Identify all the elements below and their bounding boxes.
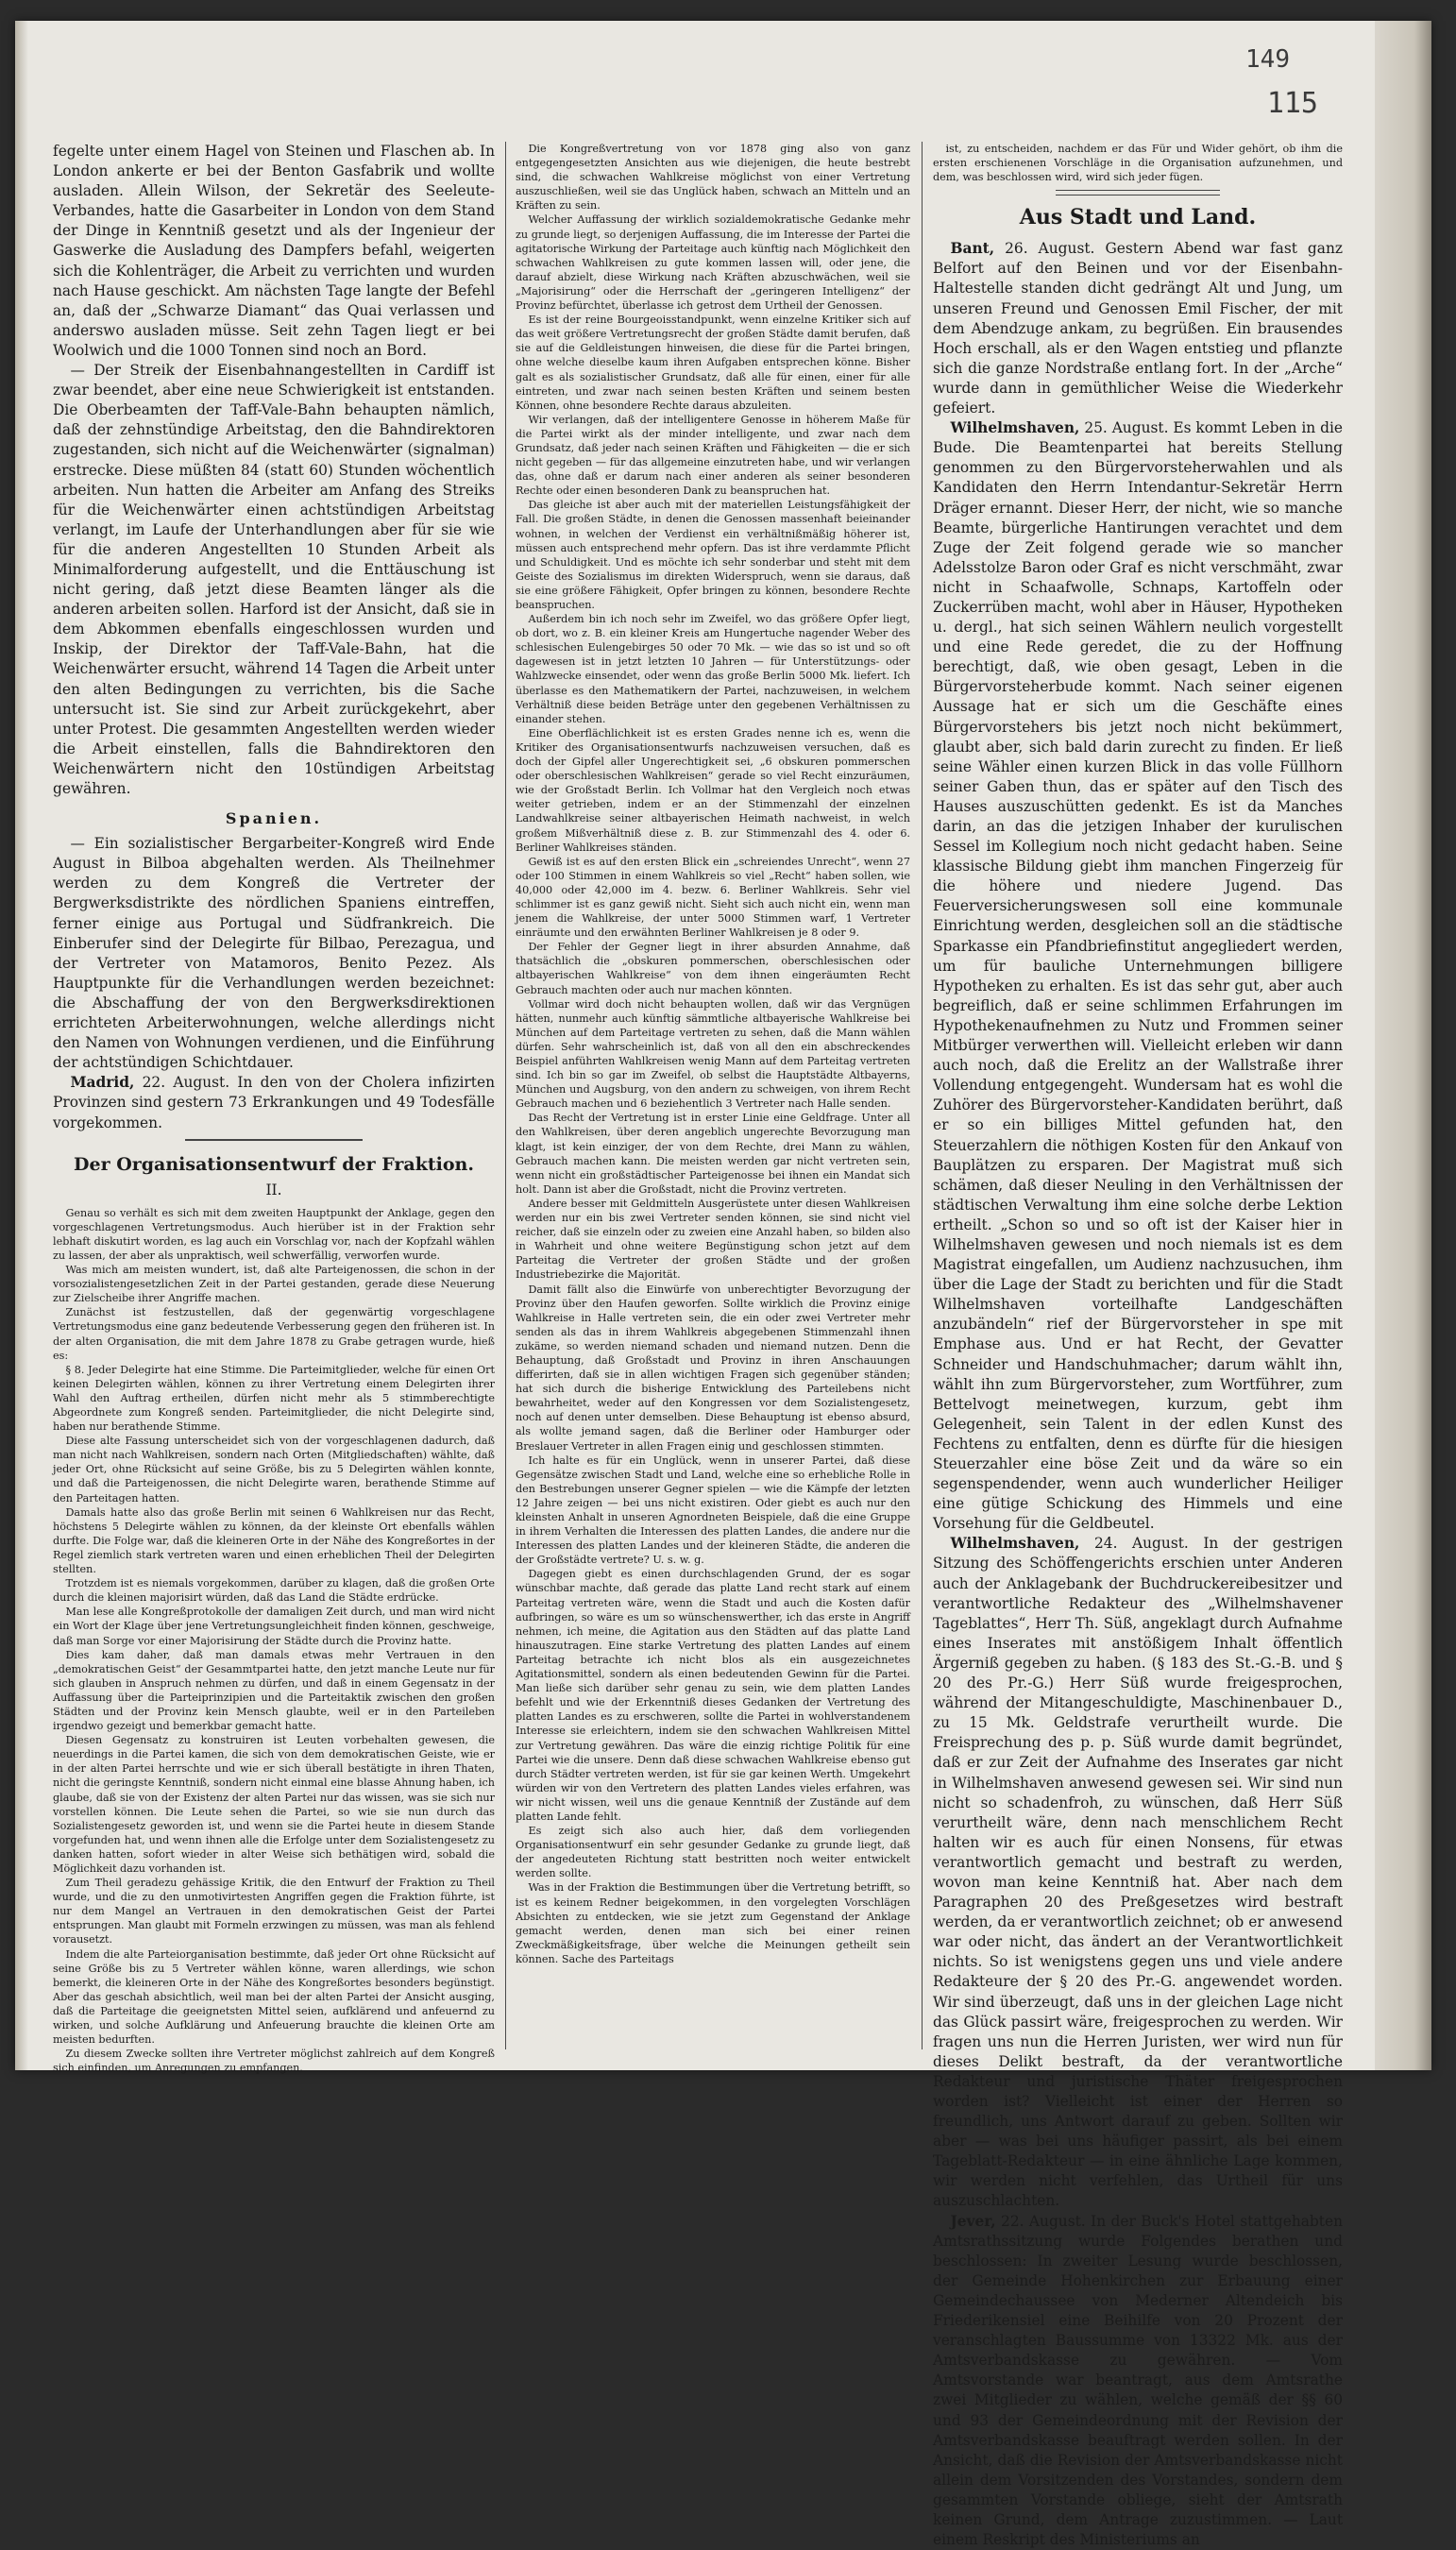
paragraph: Wir verlangen, daß der intelligentere Genosse in höherem Maße für die Partei wirkt als der minder intelligente, und zwar nach dem Grundsatz, daß jeder nach seinen Kräften und Fähigkeiten — die er sich nicht gegeben — für das allgemeine einzutreten habe, und wir verlangen das, ohne daß er darum nach einer anderen als seiner besonderen Rechte oder einen besonderen Dank zu beanspruchen hat. bbox=[516, 413, 910, 498]
section-heading-spanien: Spanien. bbox=[225, 809, 323, 828]
paragraph: Die Kongreßvertretung von vor 1878 ging also von ganz entgegengesetzten Ansichten aus wie diejenigen, die heute bestrebt sind, die schwachen Wahlkreise möglichst von einer Vertretung auszuschließen, weil sie das Unglück haben, schwach an Mitteln und an Kräften zu sein. bbox=[516, 143, 910, 212]
article-headline: Der Organisationsentwurf der Fraktion. bbox=[74, 1153, 474, 1175]
paragraph: Was mich am meisten wundert, ist, daß alte Parteigenossen, die schon in der vorsozialistengesetzlichen Zeit in der Partei gestanden, gerade diese Neuerung zur Zielscheibe ihrer Angriffe machen. bbox=[53, 1264, 495, 1305]
article-body bbox=[53, 1206, 495, 2076]
paragraph: Zunächst ist festzustellen, daß der gegenwärtig vorgeschlagene Vertretungsmodus eine ganz bedeutende Verbesserung gegen den früheren ist. In der alten Organisation, die mit dem Jahre 1878 zu Grabe getragen wurde, hieß es: bbox=[53, 1306, 495, 1362]
paragraph: § 8. Jeder Delegirte hat eine Stimme. Die Parteimitglieder, welche für einen Ort keinen Delegirten wählen, können zu ihrer Vertretung einem Delegirten ihrer Wahl den Auftrag ertheilen, dürfen nicht mehr als 5 stimmberechtigte Abgeordnete zum Kongreß senden. Parteimitglieder, die nicht Delegirte sind, haben nur berathende Stimme. bbox=[53, 1363, 495, 1434]
paragraph: Diese alte Fassung unterscheidet sich von der vorgeschlagenen dadurch, daß man nicht nach Wahlkreisen, sondern nach Orten (Mitgliedschaften) wählte, daß jeder Ort, ohne Rücksicht auf seine Größe, bis zu 5 Delegirten wählen konnte, und daß die Parteigenossen, die nicht Delegirte waren, berathende Stimme auf den Parteitagen hatten. bbox=[53, 1435, 495, 1504]
paragraph: Zu diesem Zwecke sollten ihre Vertreter möglichst zahlreich auf dem Kongreß sich einfinden, um Anregungen zu empfangen. bbox=[53, 2048, 495, 2075]
paragraph: Es ist der reine Bourgeoisstandpunkt, wenn einzelne Kritiker sich auf das weit größere Vertretungsrecht der großen Städte damit berufen, daß sie auf die Geldleistungen hinweisen, die diese für die Partei bringen, ohne welche dieselbe kaum ihren Aufgaben entsprechen könne. Bisher galt es als sozialistischer Grundsatz, daß alle für einen, einer für alle eintreten, und zwar nach seinen besten Kräften und seinem besten Können, ohne besondere Rechte daraus abzuleiten. bbox=[516, 314, 910, 412]
column-rule bbox=[505, 142, 506, 2049]
paragraph: Damals hatte also das große Berlin mit seinen 6 Wahlkreisen nur das Recht, höchstens 5 Delegirte wählen zu können, da der kleinste Ort ebenfalls wählen durfte. Die Folge war, daß die kleineren Orte in der Nähe des Kongreßortes in der Regel ziemlich stark vertreten waren und einen erheblichen Theil der Delegirten stellten. bbox=[53, 1505, 495, 1576]
dateline: Madrid, bbox=[70, 1074, 135, 1092]
dateline: Jever, bbox=[950, 2212, 996, 2230]
paragraph: Trotzdem ist es niemals vorgekommen, darüber zu klagen, daß die großen Orte durch die kleinen majorisirt würden, daß das Land die Städte erdrücke. bbox=[53, 1577, 495, 1605]
paragraph: — Der Streik der Eisenbahnangestellten in Cardiff ist zwar beendet, aber eine neue Schwierigkeit ist entstanden. Die Oberbeamten der Taff-Vale-Bahn behaupten nämlich, daß der zehnstündige Arbeitstag, den die Bahndirektoren zugestanden, sich nicht auf die Weichenwärter (signalman) erstrecke. Diese müßten 84 (statt 60) Stunden wöchentlich arbeiten. Nun hatten die Arbeiter am Anfang des Streiks für die Weichenwärter einen achtstündigen Arbeitstag verlangt, im Laufe der Unterhandlungen aber für sie wie für die anderen Angestellten 10 Stunden Arbeit als Minimalforderung aufgestellt, und die Enttäuschung ist nicht gering, daß jetzt diese Beamten länger als die anderen arbeiten sollen. Harford ist der Ansicht, daß sie in dem Abkommen ebenfalls eingeschlossen wurden und Inskip, der Direktor der Taff-Vale-Bahn, hat die Weichenwärter ersucht, während 14 Tagen die Arbeit unter den alten Bedingungen zu verrichten, bis die Sache untersucht ist. Sie sind zur Arbeit zurückgekehrt, aber unter Protest. Die gesammten Angestellten werden wieder die Arbeit einstellen, falls die Bahndirektoren den Weichenwärtern nicht den 10stündigen Arbeitstag gewähren. bbox=[53, 362, 495, 797]
dateline-text: 24. August. In der gestrigen Sitzung des Schöffengerichts erschien unter Anderen auch der Anklagebank der Buchdruckereibesitzer und verantwortliche Redakteur des „Wilhelmshavener Tageblattes“, Herr Th. Süß, angeklagt durch Aufnahme eines Inserates mit anstößigem Inhalt öffentlich Ärgerniß gegeben zu haben. (§ 183 des St.-G.-B. und § 20 des Pr.-G.) Herr Süß wurde freigesprochen, während der Mitangeschuldigte, Maschinenbauer D., zu 15 Mk. Geldstrafe verurtheilt wurde. Die Freisprechung des p. p. Süß wurde damit begründet, daß er zur Zeit der Aufnahme des Inserates gar nicht in Wilhelmshaven anwesend gewesen sei. Wir sind nun nicht so schadenfroh, zu wünschen, daß Herr Süß verurtheilt wäre, denn nach menschlichem Recht halten wir es auch für einen Nonsens, für etwas verantwortlich gemacht und bestraft zu werden, wovon man keine Kenntniß hat. Aber nach dem Paragraphen 20 des Preßgesetzes wird bestraft werden, da er verantwortlich zeichnet; ob er anwesend war oder nicht, das ändert an der Verantwortlichkeit nichts. So ist wenigstens gegen uns und viele andere Redakteure der § 20 des Pr.-G. angewendet worden. Wir sind überzeugt, daß uns in der gleichen Lage nicht das Glück passirt wäre, freigesprochen zu werden. Wir fragen uns nun die Herren Juristen, wer wird nun für dieses Delikt bestraft, da der verantwortliche Redakteur und juristische Thäter freigesprochen worden ist? Vielleicht ist einer der Herren so freundlich, uns Antwort darauf zu geben. Sollten wir aber — was bei uns häufiger passirt, als bei einem Tageblatt-Redakteur — in eine ähnliche Lage kommen, wir werden nicht verfehlen, das Urtheil für uns auszuschlachten. bbox=[933, 1535, 1343, 2210]
column-2 bbox=[516, 142, 910, 2049]
dateline: Wilhelmshaven, bbox=[950, 419, 1080, 437]
paragraph: Indem die alte Parteiorganisation bestimmte, daß jeder Ort ohne Rücksicht auf seine Größe bis zu 5 Vertreter wählen könne, waren allerdings, wie schon bemerkt, die kleineren Orte in der Nähe des Kongreßortes besonders begünstigt. Aber das geschah absichtlich, weil man bei der alten Partei der Ansicht ausging, daß die Parteitage die geeignetsten Mittel seien, aufklärend und anfeuernd zu wirken, und solche Aufklärung und Anfeuerung brauchte die kleinen Orte am meisten bedurften. bbox=[53, 1947, 495, 2047]
paragraph: Dies kam daher, daß man damals etwas mehr Vertrauen in den „demokratischen Geist“ der Gesammtpartei hatte, den jetzt manche Leute nur für sich glauben in Anspruch nehmen zu dürfen, und daß in einem Gegensatz in der Auffassung über die Parteiprinzipien und die Parteitaktik zwischen den großen Städten und der Provinz kein Mensch glaubte, weil er in den Parteileben irgendwo gezeigt und bemerkbar gemacht hatte. bbox=[53, 1648, 495, 1733]
section-heading-aus-stadt-und-land: Aus Stadt und Land. bbox=[1019, 205, 1257, 230]
paragraph: Es zeigt sich also auch hier, daß dem vorliegenden Organisationsentwurf ein sehr gesunder Gedanke zu grunde liegt, daß der angedeuteten Richtung statt bestritten noch weiter entwickelt werden sollte. bbox=[516, 1825, 910, 1880]
paragraph: Ich halte es für ein Unglück, wenn in unserer Partei, daß diese Gegensätze zwischen Stadt und Land, welche eine so erhebliche Rolle in den Bestrebungen unserer Gegner spielen — wie die Kämpfe der letzten 12 Jahre zeigen — bei uns nicht existiren. Oder giebt es auch nur den kleinsten Anhalt in unseren Agnordneten Beispiele, daß die eine Gruppe in ihrem Verhalten die Interessen des platten Landes, die andere nur die Interessen des platten Landes und der kleineren Städte, die anderen die der Großstädte vertrete? U. s. w. g. bbox=[516, 1454, 910, 1567]
paragraph: Der Fehler der Gegner liegt in ihrer absurden Annahme, daß thatsächlich die „obskuren pommerschen, oberschlesischen oder altbayerischen Wahlkreise“ von dem ihnen eingeräumten Recht Gebrauch machten oder auch nur machen könnten. bbox=[516, 941, 910, 996]
paragraph: ist, zu entscheiden, nachdem er das Für und Wider gehört, ob ihm die ersten erschienenen Vorschläge in die Organisation aufzunehmen, und dem, was beschlossen wird, wird sich jeder fügen. bbox=[933, 143, 1343, 184]
paragraph: Welcher Auffassung der wirklich sozialdemokratische Gedanke mehr zu grunde liegt, so derjenigen Auffassung, die im Interesse der Partei die agitatorische Wirkung der Parteitage auch künftig nach Möglichkeit den schwachen Wahlkreisen zu gute kommen lassen will, oder jene, die darauf abzielt, diese Wirkung nach Kräften abzuschwächen, weil sie „Majorisirung“ oder die Herrschaft der „geringeren Intelligenz“ der Provinz befürchtet, überlasse ich getrost dem Urtheil der Genossen. bbox=[516, 213, 910, 313]
dateline-text: 22. August. In der Buck's Hotel stattgehabten Amtsrathssitzung wurde Folgendes berathen und beschlossen: In zweiter Lesung wurde beschlossen, der Gemeinde Hohenkirchen zur Erbauung einer Gemeindechaussee von Mederner Altendeich bis Friederikensiel eine Beihilfe von 20 Prozent der veranschlagten Baussumme von 13322 Mk. aus der Amtsverbandskasse zu gewähren. — Vom Amtsvorstande war beantragt, aus dem Amtsrathe zwei Mitglieder zu wählen, welche gemäß der §§ 60 und 93 der Gemeindeordnung mit der Revision der Amtsverbandskasse beauftragt werden sollen. In der Ansicht, daß die Revision der Amtsverbandskasse nicht allein dem Vorsitzenden des Vorstandes, sondern dem gesammten Vorstande obliege, sieht der Amtsrath keinen Grund, dem Antrage zuzustimmen. — Laut einem Reskript des Ministeriums an bbox=[933, 2212, 1343, 2549]
paragraph bbox=[933, 418, 1343, 1534]
paragraph bbox=[933, 2212, 1343, 2550]
paragraph: fegelte unter einem Hagel von Steinen und Flaschen ab. In London ankerte er bei der Benton Gasfabrik und wollte ausladen. Allein Wilson, der Sekretär des Seeleute-Verbandes, hatte die Gasarbeiter in London von dem Stand der Dinge in Kenntniß gesetzt und als der Ingenieur der Gaswerke die Ausladung des Dampfers befahl, weigerten sich die Kohlenträger, die Arbeit zu verrichten und wurden nach Hause geschickt. Am nächsten Tage langte der Befehl an, daß der „Schwarze Diamant“ das Quai verlassen und anderswo ausladen müsse. Seit zehn Tagen liegt er bei Woolwich und die 1000 Tonnen sind noch an Bord. bbox=[53, 143, 495, 359]
article-columns bbox=[53, 142, 1343, 2549]
page-number-upper: 149 bbox=[1245, 45, 1290, 74]
paragraph: Das Recht der Vertretung ist in erster Linie eine Geldfrage. Unter all den Wahlkreisen, über deren angeblich ungerechte Bevorzugung man klagt, ist kein einziger, der von dem Rechte, drei Mann zu wählen, Gebrauch machen kann. Die meisten werden gar nicht vertreten sein, wenn nicht ein großstädtischer Parteigenosse bei ihnen ein Mandat sich holt. Dann ist aber die Großstadt, nicht die Provinz vertreten. bbox=[516, 1112, 910, 1196]
page-edge-right bbox=[1375, 21, 1431, 2070]
paragraph: Außerdem bin ich noch sehr im Zweifel, wo das größere Opfer liegt, ob dort, wo z. B. ein kleiner Kreis am Hungertuche nagender Weber des schlesischen Eulengebirges 50 oder 70 Mk. — wie das so ist und so oft dagewesen ist in jetzt letzten 10 Jahren — für Unterstützungs- oder Wahlzwecke einsendet, oder wenn das große Berlin 5000 Mk. liefert. Ich überlasse es den Mathematikern der Partei, nachzuweisen, in welchem Verhältniß diese beiden Beträge unter den gegebenen Verhältnissen zu einander stehen. bbox=[516, 613, 910, 725]
separator bbox=[185, 1139, 362, 1141]
column-rule bbox=[922, 142, 923, 2049]
paragraph bbox=[53, 1073, 495, 1132]
paragraph: Andere besser mit Geldmitteln Ausgerüstete unter diesen Wahlkreisen werden nur ein bis zwei Vertreter senden können, sie sind nicht viel reicher, daß sie einzeln oder zu zweien eine Anzahl haben, so bilden also in Wahrheit und ohne weitere Begünstigung schon jetzt auf dem Parteitag die Vertreter der großen Städte und der großen Industriebezirke die Majorität. bbox=[516, 1197, 910, 1282]
paragraph: Diesen Gegensatz zu konstruiren ist Leuten vorbehalten gewesen, die neuerdings in die Partei kamen, die sich von dem demokratischen Geiste, wie er in der alten Partei herrschte und wie er sich überall bestätigte in ihren Thaten, nicht die geringste Kenntniß, sondern nicht einmal eine blasse Ahnung haben, ich glaube, daß sie von der Existenz der alten Partei nur das wissen, was sie sich nur vorstellen können. Die Leute sehen die Partei, so wie sie nun durch das Sozialistengesetz geworden ist, und wenn sie die Partei heute in diesem Stande vorgefunden hat, und wenn ihnen alle die Erfolge unter dem Sozialistengesetz zu danken hatten, sofort wieder in alter Weise sich bethätigen wird, sobald die Möglichkeit dazu vorhanden ist. bbox=[53, 1734, 495, 1875]
separator bbox=[1056, 190, 1220, 196]
paragraph bbox=[933, 1534, 1343, 2211]
dateline: Wilhelmshaven, bbox=[950, 1535, 1080, 1553]
column-1 bbox=[53, 142, 495, 2075]
paragraph: Vollmar wird doch nicht behaupten wollen, daß wir das Vergnügen hätten, nunmehr auch künftig sämmtliche altbayerische Wahlkreise bei München auf dem Parteitage vertreten zu sehen, daß die Mann wählen dürfen. Sehr wahrscheinlich ist, daß von all den ein abschreckendes Beispiel anführten Wahlkreisen wenig Mann auf dem Parteitag vertreten sind. Ich bin so gar im Zweifel, ob selbst die Hauptstädte Altbayerns, München und Augsburg, von den andern zu schweigen, von ihrem Recht Gebrauch machen und 6 beziehentlich 3 Vertreter nach Halle senden. bbox=[516, 997, 910, 1111]
newspaper-page bbox=[15, 21, 1431, 2549]
paragraph: — Ein sozialistischer Bergarbeiter-Kongreß wird Ende August in Bilboa abgehalten werden. Als Theilnehmer werden zu dem Kongreß die Vertreter der Bergwerksdistrikte des nördlichen Spaniens eintreffen, ferner einige aus Portugal und Südfrankreich. Die Einberufer sind der Delegirte für Bilbao, Perezagua, und der Vertreter von Matamoros, Benito Pezez. Als Hauptpunkte für die Verhandlungen werden bezeichnet: die Abschaffung der von den Bergwerksdirektionen errichteten Arbeiterwohnungen, welche allerdings nicht den Namen von Wohnungen verdienen, und die Einführung der achtstündigen Schichtdauer. bbox=[53, 835, 495, 1072]
article-part-number: II. bbox=[265, 1181, 282, 1198]
dateline: Bant, bbox=[950, 240, 995, 258]
dateline-text: 22. August. In den von der Cholera infizirten Provinzen sind gestern 73 Erkrankungen und 49 Todesfälle vorgekommen. bbox=[53, 1074, 495, 1131]
dateline-text: 26. August. Gestern Abend war fast ganz Belfort auf den Beinen und vor der Eisenbahn-Haltestelle standen dicht gedrängt Alt und Jung, um unseren Freund und Genossen Emil Fischer, der mit dem Abendzuge ankam, zu begrüßen. Ein brausendes Hoch erschall, als er den Wagen entstieg und pflanzte sich die ganze Nordstraße entlang fort. In der „Arche“ wurde dann in gemüthlicher Weise die Wiederkehr gefeiert. bbox=[933, 240, 1343, 417]
page-edge-left bbox=[15, 21, 28, 2070]
paragraph: Man lese alle Kongreßprotokolle der damaligen Zeit durch, und man wird nicht ein Wort der Klage über jene Vertretungsungleichheit finden können, geschweige, daß man Sorge vor einer Majorisirung der Städte durch die Provinz hatte. bbox=[53, 1606, 495, 1647]
paragraph: Eine Oberflächlichkeit ist es ersten Grades nenne ich es, wenn die Kritiker des Organisationsentwurfs nachzuweisen versuchen, daß es doch der Gipfel aller Ungerechtigkeit sei, „6 obskuren pommerschen oder oberschlesischen Wahlkreisen“ gerade so viel Recht einzuräumen, wie der Großstadt Berlin. Ich Vollmar hat den Vergleich noch etwas weiter getrieben, indem er an der Stimmenzahl der einzelnen Landwahlkreise seiner altbayerischen Heimath nachweist, in welch großem Mißverhältniß diese z. B. zur Stimmenzahl des 4. oder 6. Berliner Wahlkreises ständen. bbox=[516, 726, 910, 854]
dateline-text: 25. August. Es kommt Leben in die Bude. Die Beamtenpartei hat bereits Stellung genommen zu den Bürgervorsteherwahlen und als Kandidaten den Herrn Intendantur-Sekretär Herrn Dräger ernannt. Dieser Herr, der nicht, wie so manche Beamte, bürgerliche Hantirungen verachtet und dem Zuge der Zeit folgend gerade wie so mancher Adelsstolze Baron oder Graf es nicht verschmäht, zwar nicht in Schaafwolle, Schnaps, Kartoffeln oder Zuckerrüben macht, wohl aber in Häuser, Hypotheken u. dergl., hat sich seinen Wählern neulich vorgestellt und eine Rede geredet, die zu der Hoffnung berechtigt, daß, wie oben gesagt, Leben in die Bürgervorsteherbude kommt. Nach seiner eigenen Aussage hat er sich um die Geschäfte eines Bürgervorstehers bis jetzt noch nicht bekümmert, glaubt aber, sich bald darin zurecht zu finden. Er ließ seine Wähler einen kurzen Blick in das volle Füllhorn seiner Gaben thun, das er später auf den Tisch des Hauses auszuschütten gedenkt. Es ist da Manches darin, an das die jetzigen Inhaber der kurulischen Sessel im Kollegium noch nicht gedacht haben. Seine klassische Bildung giebt ihm manchen Fingerzeig für die höhere und niedere Jugend. Das Feuerversicherungswesen soll eine kommunale Einrichtung werden, desgleichen soll an die städtische Sparkasse ein Pfandbriefinstitut angegliedert werden, um für bauliche Unternehmungen billigere Hypotheken zu erhalten. Es ist das sehr gut, aber auch begreiflich, daß er seine schlimmen Erfahrungen im Hypothekenaufnehmen zu Nutz und Frommen seiner Mitbürger verwerthen will. Vielleicht erleben wir dann auch noch, daß die Erelitz an der Wallstraße ihrer Vollendung entgegengeht. Wundersam hat es wohl die Zuhörer des Bürgervorsteher-Kandidaten berührt, daß er so ein billiges Mittel gefunden hat, den Steuerzahlern die nöthigen Kosten für den Ankauf von Bauplätzen zu ersparen. Der Magistrat muß sich schämen, daß dieser Neuling in den Verhältnissen der städtischen Verwaltung ihm eine solche derbe Lektion ertheilt. „Schon so und so oft ist der Kaiser hier in Wilhelmshaven gewesen und noch niemals ist es dem Magistrat eingefallen, um Audienz nachzusuchen, ihm über die Lage der Stadt zu berichten und für die Stadt Wilhelmshaven vorteilhafte Landgeschäften anzubändeln“ rief der Bürgervorsteher in spe mit Emphase aus. Und er hat Recht, der Gevatter Schneider und Handschuhmacher; darum wählt ihn, wählt ihn zum Bürgervorsteher, zum Wortführer, zum Bettelvogt meinetwegen, kurzum, gebt ihm Gelegenheit, sein Talent in der edlen Kunst des Fechtens zu entfalten, denn es dürfte für die hiesigen Steuerzahler eine böse Zeit und da wäre so ein segenspendender, wenn auch wunderlicher Heiliger eine gütige Schickung des Himmels und eine Vorsehung für die Geldbeutel. bbox=[933, 419, 1343, 1533]
paragraph: Zum Theil geradezu gehässige Kritik, die den Entwurf der Fraktion zu Theil wurde, und die zu den unmotivirtesten Angriffen gegen die Fraktion führte, ist nur dem Mangel an Vertrauen in den demokratischen Geist der Partei entsprungen. Man glaubt mit Formeln erzwingen zu müssen, was man als fehlend vorausetzt. bbox=[53, 1877, 495, 1946]
paragraph bbox=[933, 239, 1343, 418]
page-number-lower: 115 bbox=[1266, 87, 1318, 120]
paragraph: Damit fällt also die Einwürfe von unberechtigter Bevorzugung der Provinz über den Haufen geworfen. Sollte wirklich die Provinz einige Wahlkreise in Halle vertreten sein, die ein oder zwei Vertreter mehr senden als das in ihrem Wahlkreis abgegebenen Stimmenzahl ihnen zukäme, so werden niemand schaden und niemand nutzen. Denn die Behauptung, daß Großstadt und Provinz in ihren Anschauungen differirten, daß sie in allen wichtigen Fragen sich gegenüber ständen; hat sich durch die bisherige Entwicklung des Parteilebens nicht bewahrheitet, weder auf den Kongressen vor dem Sozialistengesetz, noch auf denen unter demselben. Diese Behauptung ist ebenso absurd, als wollte jemand sagen, daß die Berliner oder Hamburger oder Breslauer Vertreter in allen Fragen einig und geschlossen stimmten. bbox=[516, 1283, 910, 1453]
column-3 bbox=[933, 142, 1343, 2549]
paragraph: Dagegen giebt es einen durchschlagenden Grund, der es sogar wünschbar machte, daß gerade das platte Land recht stark auf einem Parteitag vertreten wäre, wenn die Stadt und auch die Kosten dafür aufbringen, so wäre es um so wünschenswerther, ich das erste in Angriff nehmen, ich meine, die Agitation aus den Städten auf das platte Land hinauszutragen. Eine starke Vertretung des platten Landes auf einem Parteitag betrachte ich nicht blos als ein ausgezeichnetes Agitationsmittel, sondern als einen bedeutenden Gewinn für die Partei. Man ließe sich darüber sehr genau zu sein, wie dem platten Landes befehlt und wie der Erkenntniß dieses Gedanken der Vertretung des platten Landes es zu erschweren, sollte die Partei in wohlverstandenem Interesse sie erleichtern, indem sie den schwachen Wahlkreisen Mittel zur Vertretung gewähren. Das wäre die einzig richtige Politik für eine Partei wie die unsere. Denn daß diese schwachen Wahlkreise ebenso gut durch Städter vertreten werden, ist für sie gar keinen Werth. Umgekehrt würden wir von den Vertretern des platten Landes vieles erfahren, was wir nicht wissen, weil uns die genaue Kenntniß der Zustände auf dem platten Lande fehlt. bbox=[516, 1568, 910, 1823]
paragraph: Gewiß ist es auf den ersten Blick ein „schreiendes Unrecht“, wenn 27 oder 100 Stimmen in einem Wahlkreis so viel „Recht“ haben sollen, wie 40,000 oder 42,000 im 4. bezw. 6. Berliner Wahlkreis. Sehr viel schlimmer ist es ganz gewiß nicht. Sieht sich auch nicht ein, wenn man jenem die Wahlkreise, der unter 5000 Stimmen warf, 1 Vertreter einräumte und den erwähnten Berliner Wahlkreisen je 8 oder 9. bbox=[516, 855, 910, 940]
paragraph: Das gleiche ist aber auch mit der materiellen Leistungsfähigkeit der Fall. Die großen Städte, in denen die Genossen massenhaft beieinander wohnen, in welchen der Verdienst ein verhältnißmäßig höherer ist, müssen auch entsprechend mehr opfern. Das ist ihre verdammte Pflicht und Schuldigkeit. Und es möchte ich sehr sonderbar und steht mit dem Geiste des Sozialismus im direkten Widerspruch, wenn sie daraus, daß sie eine größere Fähigkeit, Opfer bringen zu können, besondere Rechte beanspruchen. bbox=[516, 499, 910, 611]
paragraph: Genau so verhält es sich mit dem zweiten Hauptpunkt der Anklage, gegen den vorgeschlagenen Vertretungsmodus. Auch hierüber ist in der Fraktion sehr lebhaft diskutirt worden, es lag auch ein Vorschlag vor, nach der Kopfzahl wählen zu lassen, der aber als unpraktisch, weil schwerfällig, verworfen wurde. bbox=[53, 1206, 495, 1262]
paragraph: Was in der Fraktion die Bestimmungen über die Vertretung betrifft, so ist es keinem Redner beigekommen, in den vorgelegten Vorschlägen Absichten zu entdecken, wie sie jetzt zum Gegenstand der Anklage gemacht werden, denen man sich bei einer reinen Zweckmäßigkeitsfrage, über welche die Meinungen getheilt sein können. Sache des Parteitags bbox=[516, 1881, 910, 1965]
